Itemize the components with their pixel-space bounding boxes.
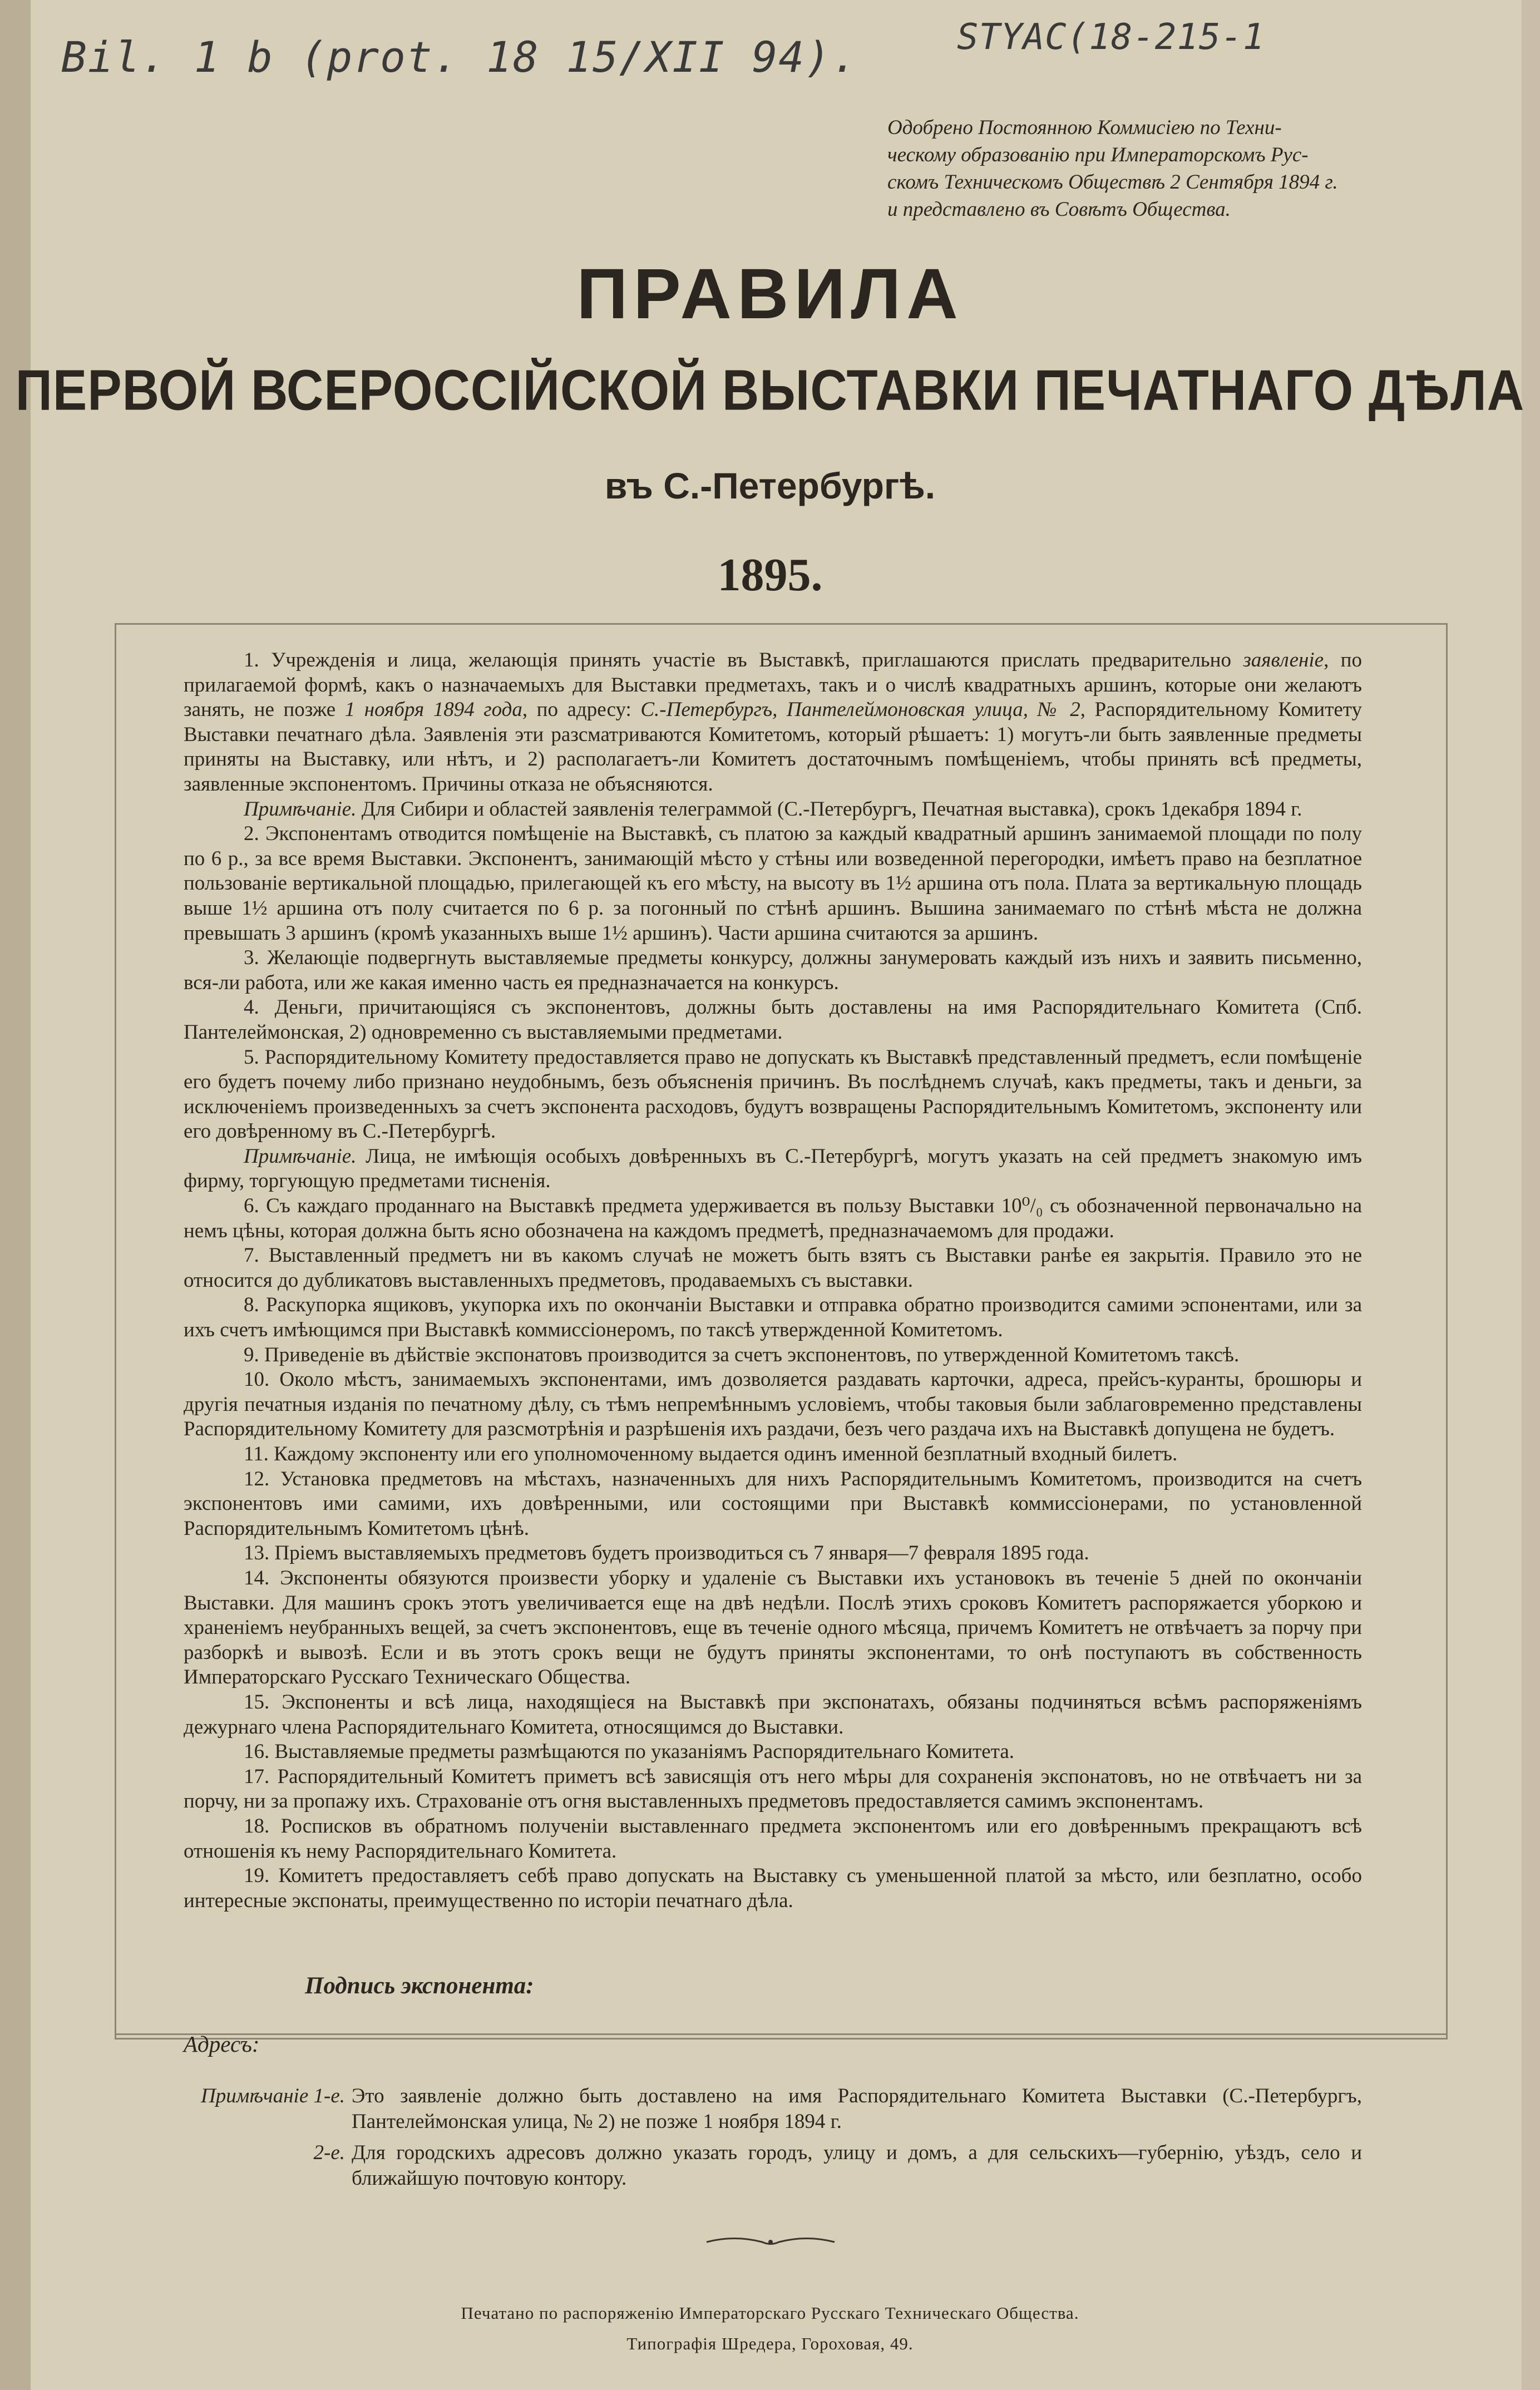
note-label: Примѣчанiе 1-е. — [201, 2085, 345, 2107]
rule-paragraph: 1. Учрежденiя и лица, желающiя принять участie въ Выставкѣ, приглашаются прислать предварительно заявленie, по прилагаемой формѣ, какъ о назначаемыхъ для Выставки предметахъ, такъ и о числѣ квадратныхъ аршинъ, которые они желаютъ занять, не позже 1 ноября 1894 года, по адресу: С.-Петербургъ, Пантелеймоновская улица, № 2, Распорядительному Комитету Выставки печатнаго дѣла. Заявленiя эти разсматриваются Комитетомъ, который рѣшаетъ: 1) могутъ-ли быть заявленные предметы приняты на Выставку, или нѣтъ, и 2) располагаетъ-ли Комитетъ достаточнымъ помѣщенiемъ, чтобы принять всѣ предметы, заявленные экспонентомъ. Причины отказа не объясняются. — [184, 649, 1362, 796]
approval-line: и представлено въ Совѣтъ Общества. — [887, 198, 1231, 221]
note-text: Для городскихъ адресовъ должно указать городъ, улицу и домъ, а для сельскихъ—губернiю, уѣздъ, село и ближайшую почтовую контору. — [352, 2141, 1362, 2190]
note-label: 2-е. — [313, 2141, 345, 2164]
rule-paragraph: 12. Установка предметовъ на мѣстахъ, назначенныхъ для нихъ Распорядительнымъ Комитетомъ, производится на счетъ экспонентовъ ими самими, ихъ довѣренными, или состоящими при Выставкѣ коммиссiонерами, по установленной Распорядительнымъ Комитетомъ цѣнѣ. — [184, 1467, 1362, 1540]
document-subtitle: ПЕРВОЙ ВСЕРОССIЙСКОЙ ВЫСТАВКИ ПЕЧАТНАГО ДѢЛА — [15, 358, 1525, 423]
rule-paragraph: 17. Распорядительный Комитетъ приметъ всѣ зависящiя отъ него мѣры для сохраненiя экспонатовъ, но не отвѣчаетъ ни за порчу, ни за пропажу ихъ. Страхованie отъ огня выставленныхъ предметовъ предоставляется самимъ экспонентамъ. — [184, 1765, 1362, 1813]
rule-paragraph: 19. Комитетъ предоставляетъ себѣ право допускать на Выставку съ уменьшенной платой за мѣсто, или безплатно, особо интересные экспонаты, преимущественно по исторiи печатнаго дѣла. — [184, 1864, 1362, 1912]
document-city: въ С.-Петербургѣ. — [604, 465, 936, 506]
rule-paragraph: Примѣчанiе. Для Сибири и областей заявленiя телеграммой (С.-Петербургъ, Печатная выставка), срокъ 1декабря 1894 г. — [244, 797, 1302, 821]
approval-line: скомъ Техническомъ Обществѣ 2 Сентября 1894 г. — [887, 171, 1338, 194]
rule-paragraph: 7. Выставленный предметъ ни въ какомъ случаѣ не можетъ быть взятъ съ Выставки ранѣе ея закрытiя. Правило это не относится до дубликатовъ выставленныхъ предметовъ, продаваемыхъ съ выставки. — [184, 1244, 1362, 1292]
handwritten-note: Bil. 1 b (prot. 18 15/XII 94). — [61, 32, 858, 82]
approval-line: Одобрено Постоянною Коммисiею по Техни- — [887, 116, 1282, 139]
rule-paragraph: 14. Экспоненты обязуются произвести уборку и удаленie съ Выставки ихъ установокъ въ теченie 5 дней по окончанiи Выставки. Для машинъ срокъ этотъ увеличивается еще на двѣ недѣли. Послѣ этихъ сроковъ Комитетъ распоряжается уборкою и храненiемъ неубранныхъ вещей, за счетъ экспонентовъ, еще въ теченie одного мѣсяца, причемъ Комитетъ не отвѣчаетъ за порчу при разборкѣ и вывозѣ. Если и въ этотъ срокъ вещи не будутъ приняты экспонентами, то онѣ поступаютъ въ собственность Императорскаго Русскаго Техническаго Общества. — [184, 1566, 1362, 1689]
rule-paragraph: Примѣчанiе. Лица, не имѣющiя особыхъ довѣренныхъ въ С.-Петербургѣ, могутъ указать на сей предметъ знакомую имъ фирму, торгующую предметами тисненiя. — [184, 1144, 1362, 1193]
rule-paragraph: 15. Экспоненты и всѣ лица, находящiеся на Выставкѣ при экспонатахъ, обязаны подчиняться всѣмъ распоряженiямъ дежурнаго члена Распорядительнаго Комитета, относящимся до Выставки. — [184, 1690, 1362, 1739]
approval-note — [887, 114, 1349, 223]
footer-printer: Типографiя Шредера, Гороховая, 49. — [626, 2334, 914, 2353]
rule-paragraph: 6. Съ каждаго проданнаго на Выставкѣ предмета удерживается въ пользу Выставки 10⁰/₀ съ обозначенной первоначально на немъ цѣны, которая должна быть ясно обозначена на каждомъ предметѣ, предназначаемомъ для продажи. — [184, 1194, 1362, 1242]
rule-paragraph: 5. Распорядительному Комитету предоставляется право не допускать къ Выставкѣ представленный предметъ, если помѣщенie его будетъ почему либо признано неудобнымъ, безъ объясненiя причинъ. Въ послѣднемъ случаѣ, какъ предметы, такъ и деньги, за исключенiемъ произведенныхъ за счетъ экспонента расходовъ, будутъ возвращены Распорядительнымъ Комитетомъ, экспоненту или его довѣренному въ С.-Петербургѣ. — [184, 1045, 1362, 1143]
rules-list — [184, 648, 1362, 1913]
document-year: 1895. — [717, 549, 823, 601]
frame-divider — [115, 2033, 1448, 2035]
note-row — [184, 2083, 1362, 2135]
rule-paragraph: 8. Раскупорка ящиковъ, укупорка ихъ по окончанiи Выставки и отправка обратно производится самими эспонентами, или за ихъ счетъ имѣющимся при Выставкѣ коммиссiонеромъ, по таксѣ утвержденной Комитетомъ. — [184, 1293, 1362, 1342]
rule-paragraph: 11. Каждому экспоненту или его уполномоченному выдается одинъ именной безплатный входный билетъ. — [244, 1443, 1178, 1465]
rule-paragraph: 10. Около мѣстъ, занимаемыхъ экспонентами, имъ дозволяется раздавать карточки, адреса, прейсъ-куранты, брошюры и другiя печатныя изданiя по печатному дѣлу, съ тѣмъ непремѣннымъ условiемъ, чтобы таковыя были заблаговременно представлены Распорядительному Комитету для разсмотрѣнiя и разрѣшенiя ихъ раздачи, безъ чего раздача ихъ на Выставкѣ допущена не будетъ. — [184, 1368, 1362, 1441]
document-title: ПРАВИЛА — [576, 254, 964, 334]
address-label: Адресъ: — [184, 2031, 260, 2057]
rule-paragraph: 18. Росписков въ обратномъ полученiи выставленнаго предмета экспонентомъ или его довѣреннымъ прекращаютъ всѣ отношенiя къ нему Распорядительнаго Комитета. — [184, 1814, 1362, 1863]
rule-paragraph: 9. Приведенie въ дѣйствie экспонатовъ производится за счетъ экспонентовъ, по утвержденной Комитетомъ таксѣ. — [244, 1343, 1240, 1366]
ornament-divider — [701, 2234, 840, 2250]
archive-stamp: STYAC(18-215-1 — [957, 17, 1265, 58]
rule-paragraph: 16. Выставляемые предметы размѣщаются по указанiямъ Распорядительнаго Комитета. — [244, 1740, 1014, 1764]
rule-paragraph: 2. Экспонентамъ отводится помѣщенiе на Выставкѣ, съ платою за каждый квадратный аршинъ занимаемой площади по полу по 6 р., за все время Выставки. Экспонентъ, занимающiй мѣсто у стѣны или возведенной перегородки, имѣетъ право на безплатное пользованie вертикальной площадью, прилегающей къ его мѣсту, на высоту въ 1½ аршина отъ пола. Плата за вертикальную площадь выше 1½ аршина отъ полу считается по 6 р. за погонный по стѣнѣ аршинъ. Вышина занимаемаго по стѣнѣ мѣста не должна превышать 3 аршинъ (кромѣ указанныхъ выше 1½ аршинъ). Части аршина считаются за аршинъ. — [184, 822, 1362, 945]
notes-section — [184, 2083, 1362, 2197]
approval-line: ческому образованiю при Императорскомъ Рус- — [887, 144, 1309, 166]
rule-paragraph: 13. Прiемъ выставляемыхъ предметовъ будетъ производиться съ 7 января—7 февраля 1895 года. — [244, 1542, 1089, 1565]
footer-printed-by: Печатано по распоряженiю Императорскаго Русскаго Техническаго Общества. — [461, 2303, 1079, 2323]
note-row — [184, 2140, 1362, 2191]
rule-paragraph: 4. Деньги, причитающiяся съ экспонентовъ, должны быть доставлены на имя Распорядительнаго Комитета (Спб. Пантелеймонская, 2) одновременно съ выставляемыми предметами. — [184, 996, 1362, 1044]
note-text: Это заявленie должно быть доставлено на имя Распорядительнаго Комитета Выставки (С.-Петербургъ, Пантелеймонская улица, № 2) не позже 1 ноября 1894 г. — [352, 2085, 1362, 2133]
rule-paragraph: 3. Желающiе подвергнуть выставляемые предметы конкурсу, должны занумеровать каждый изъ нихъ и заявить письменно, вся-ли работа, или же какая именно часть ея предназначается на конкурсъ. — [184, 946, 1362, 994]
signature-label: Подпись экспонента: — [305, 1973, 534, 1999]
